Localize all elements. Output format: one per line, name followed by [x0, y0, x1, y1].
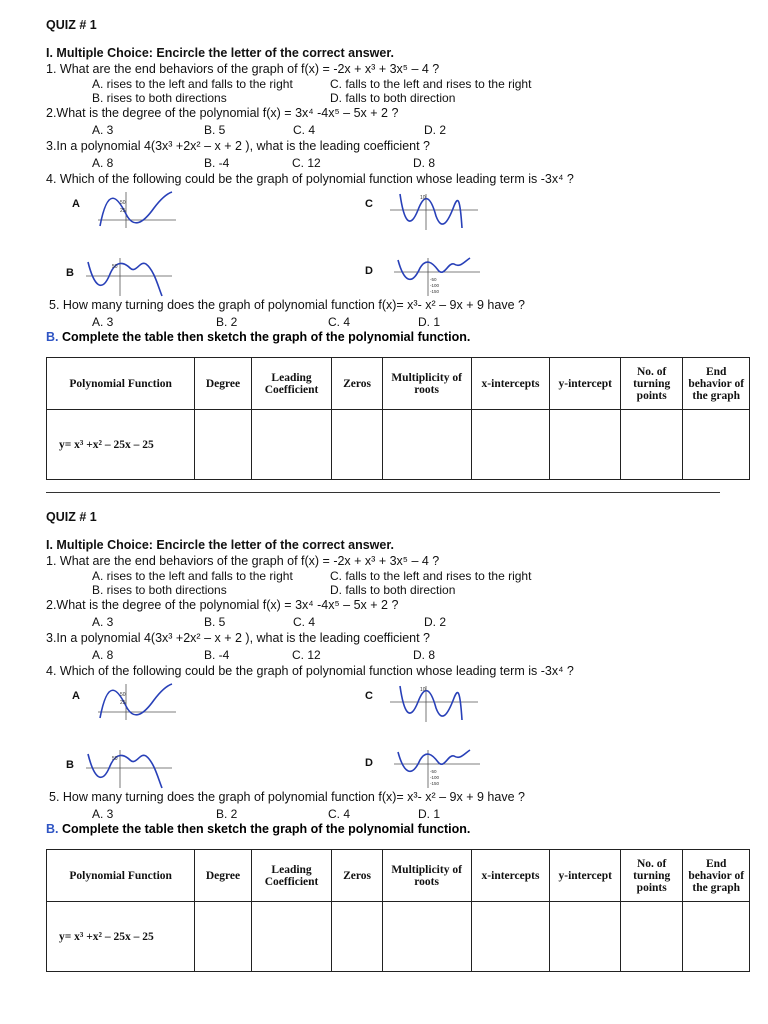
section-2-heading [46, 822, 470, 836]
graph-b-image [84, 256, 174, 298]
header-polynomial-function: Polynomial Function [47, 850, 195, 902]
tick-50-b: 50 [112, 264, 118, 270]
q2-option-c: C. 4 [293, 123, 316, 137]
q2-option-b: B. 5 [204, 615, 226, 629]
q2-option-c: C. 4 [293, 615, 316, 629]
q1-option-b: B. rises to both directions [92, 91, 227, 105]
header-x-intercepts: x-intercepts [471, 850, 550, 902]
graph-label-a: A [72, 198, 80, 210]
quiz-title: QUIZ # 1 [46, 510, 97, 524]
graph-label-d: D [365, 757, 373, 769]
cell-zeros[interactable] [332, 902, 382, 972]
header-end-behavior: End behavior of the graph [683, 358, 750, 410]
q5-option-c: C. 4 [328, 315, 351, 329]
graph-c-image [388, 192, 480, 232]
graph-label-a: A [72, 690, 80, 702]
header-turning-points: No. of turning points [621, 358, 683, 410]
quiz-copy-2 [0, 492, 768, 982]
question-2: 2.What is the degree of the polynomial f(x) = 3x⁴ -4x⁵ – 5x + 2 ? [46, 106, 399, 120]
tick-25: 25 [120, 700, 126, 706]
graph-d-image [392, 256, 482, 298]
tick-10: 10 [420, 687, 426, 693]
header-x-intercepts: x-intercepts [471, 358, 550, 410]
quiz-copy-1 [0, 0, 768, 490]
cell-multiplicity[interactable] [382, 902, 471, 972]
header-leading-coefficient: Leading Coefficient [251, 358, 332, 410]
q2-option-d: D. 2 [424, 615, 447, 629]
section-2-heading [46, 330, 470, 344]
cell-degree[interactable] [195, 410, 251, 480]
graph-b-image [84, 748, 174, 790]
quiz-title: QUIZ # 1 [46, 18, 97, 32]
cell-x-intercepts[interactable] [471, 902, 550, 972]
q1-option-d: D. falls to both direction [330, 583, 456, 597]
cell-degree[interactable] [195, 902, 251, 972]
header-degree: Degree [195, 358, 251, 410]
table-row [47, 902, 750, 972]
graph-label-c: C [365, 198, 373, 210]
table-row [47, 410, 750, 480]
graph-label-b: B [66, 759, 74, 771]
q5-option-a: A. 3 [92, 315, 114, 329]
graph-label-c: C [365, 690, 373, 702]
q5-option-b: B. 2 [216, 807, 238, 821]
q1-option-a: A. rises to the left and falls to the right [92, 77, 293, 91]
table-header-row [47, 850, 750, 902]
header-zeros: Zeros [332, 358, 382, 410]
q1-option-c: C. falls to the left and rises to the right [330, 77, 532, 91]
tick-minus-50: -50 [430, 277, 437, 282]
q3-option-d: D. 8 [413, 156, 436, 170]
q3-option-a: A. 8 [92, 156, 114, 170]
tick-minus-150: -150 [430, 289, 440, 294]
section-2-letter: B. [46, 330, 59, 344]
question-5: 5. How many turning does the graph of polynomial function f(x)= x³- x² – 9x + 9 have ? [49, 790, 525, 804]
question-3: 3.In a polynomial 4(3x³ +2x² – x + 2 ), what is the leading coefficient ? [46, 631, 431, 645]
cell-y-intercept[interactable] [550, 410, 621, 480]
q3-option-d: D. 8 [413, 648, 436, 662]
question-1: 1. What are the end behaviors of the graph of f(x) = -2x + x³ + 3x⁵ – 4 ? [46, 62, 440, 76]
tick-50-b: 50 [112, 756, 118, 762]
graph-d-image [392, 748, 482, 790]
q1-option-d: D. falls to both direction [330, 91, 456, 105]
header-leading-coefficient: Leading Coefficient [251, 850, 332, 902]
graph-label-b: B [66, 267, 74, 279]
cell-y-intercept[interactable] [550, 902, 621, 972]
graph-a-image [96, 682, 178, 722]
question-4: 4. Which of the following could be the graph of polynomial function whose leading term is -3x⁴ ? [46, 172, 574, 186]
tick-25: 25 [120, 208, 126, 214]
q1-option-b: B. rises to both directions [92, 583, 227, 597]
table-header-row [47, 358, 750, 410]
cell-zeros[interactable] [332, 410, 382, 480]
tick-50: 50 [120, 200, 126, 206]
tick-minus-100: -100 [430, 775, 440, 780]
cell-leading-coefficient[interactable] [251, 410, 332, 480]
header-multiplicity: Multiplicity of roots [382, 358, 471, 410]
cell-polynomial: y= x³ +x² – 25x – 25 [47, 410, 195, 480]
question-1: 1. What are the end behaviors of the graph of f(x) = -2x + x³ + 3x⁵ – 4 ? [46, 554, 440, 568]
q2-option-a: A. 3 [92, 123, 114, 137]
cell-leading-coefficient[interactable] [251, 902, 332, 972]
question-5: 5. How many turning does the graph of polynomial function f(x)= x³- x² – 9x + 9 have ? [49, 298, 525, 312]
q5-option-d: D. 1 [418, 807, 441, 821]
polynomial-table [46, 357, 750, 480]
q3-option-b: B. -4 [204, 156, 230, 170]
q5-option-d: D. 1 [418, 315, 441, 329]
q1-option-c: C. falls to the left and rises to the right [330, 569, 532, 583]
tick-minus-150: -150 [430, 781, 440, 786]
tick-10: 10 [420, 195, 426, 201]
header-multiplicity: Multiplicity of roots [382, 850, 471, 902]
header-degree: Degree [195, 850, 251, 902]
cell-polynomial: y= x³ +x² – 25x – 25 [47, 902, 195, 972]
q2-option-d: D. 2 [424, 123, 447, 137]
section-2-letter: B. [46, 822, 59, 836]
q5-option-b: B. 2 [216, 315, 238, 329]
header-zeros: Zeros [332, 850, 382, 902]
graph-c-image [388, 684, 480, 724]
header-end-behavior: End behavior of the graph [683, 850, 750, 902]
cell-turning-points[interactable] [621, 902, 683, 972]
q1-option-a: A. rises to the left and falls to the right [92, 569, 293, 583]
tick-50: 50 [120, 692, 126, 698]
q2-option-a: A. 3 [92, 615, 114, 629]
q2-option-b: B. 5 [204, 123, 226, 137]
q3-option-a: A. 8 [92, 648, 114, 662]
graph-label-d: D [365, 265, 373, 277]
q3-option-b: B. -4 [204, 648, 230, 662]
q3-option-c: C. 12 [292, 648, 321, 662]
question-3: 3.In a polynomial 4(3x³ +2x² – x + 2 ), what is the leading coefficient ? [46, 139, 431, 153]
question-2: 2.What is the degree of the polynomial f(x) = 3x⁴ -4x⁵ – 5x + 2 ? [46, 598, 399, 612]
q3-option-c: C. 12 [292, 156, 321, 170]
cell-multiplicity[interactable] [382, 410, 471, 480]
header-turning-points: No. of turning points [621, 850, 683, 902]
question-4: 4. Which of the following could be the graph of polynomial function whose leading term is -3x⁴ ? [46, 664, 574, 678]
section-2-text: Complete the table then sketch the graph of the polynomial function. [58, 822, 471, 836]
tick-minus-50: -50 [430, 769, 437, 774]
cell-x-intercepts[interactable] [471, 410, 550, 480]
header-polynomial-function: Polynomial Function [47, 358, 195, 410]
section-2-text: Complete the table then sketch the graph of the polynomial function. [58, 330, 471, 344]
tick-minus-100: -100 [430, 283, 440, 288]
q5-option-c: C. 4 [328, 807, 351, 821]
section-1-heading: I. Multiple Choice: Encircle the letter of the correct answer. [46, 46, 395, 60]
cell-end-behavior[interactable] [683, 410, 750, 480]
section-1-heading: I. Multiple Choice: Encircle the letter of the correct answer. [46, 538, 395, 552]
graph-a-image [96, 190, 178, 230]
header-y-intercept: y-intercept [550, 358, 621, 410]
polynomial-table [46, 849, 750, 972]
q5-option-a: A. 3 [92, 807, 114, 821]
cell-turning-points[interactable] [621, 410, 683, 480]
header-y-intercept: y-intercept [550, 850, 621, 902]
cell-end-behavior[interactable] [683, 902, 750, 972]
